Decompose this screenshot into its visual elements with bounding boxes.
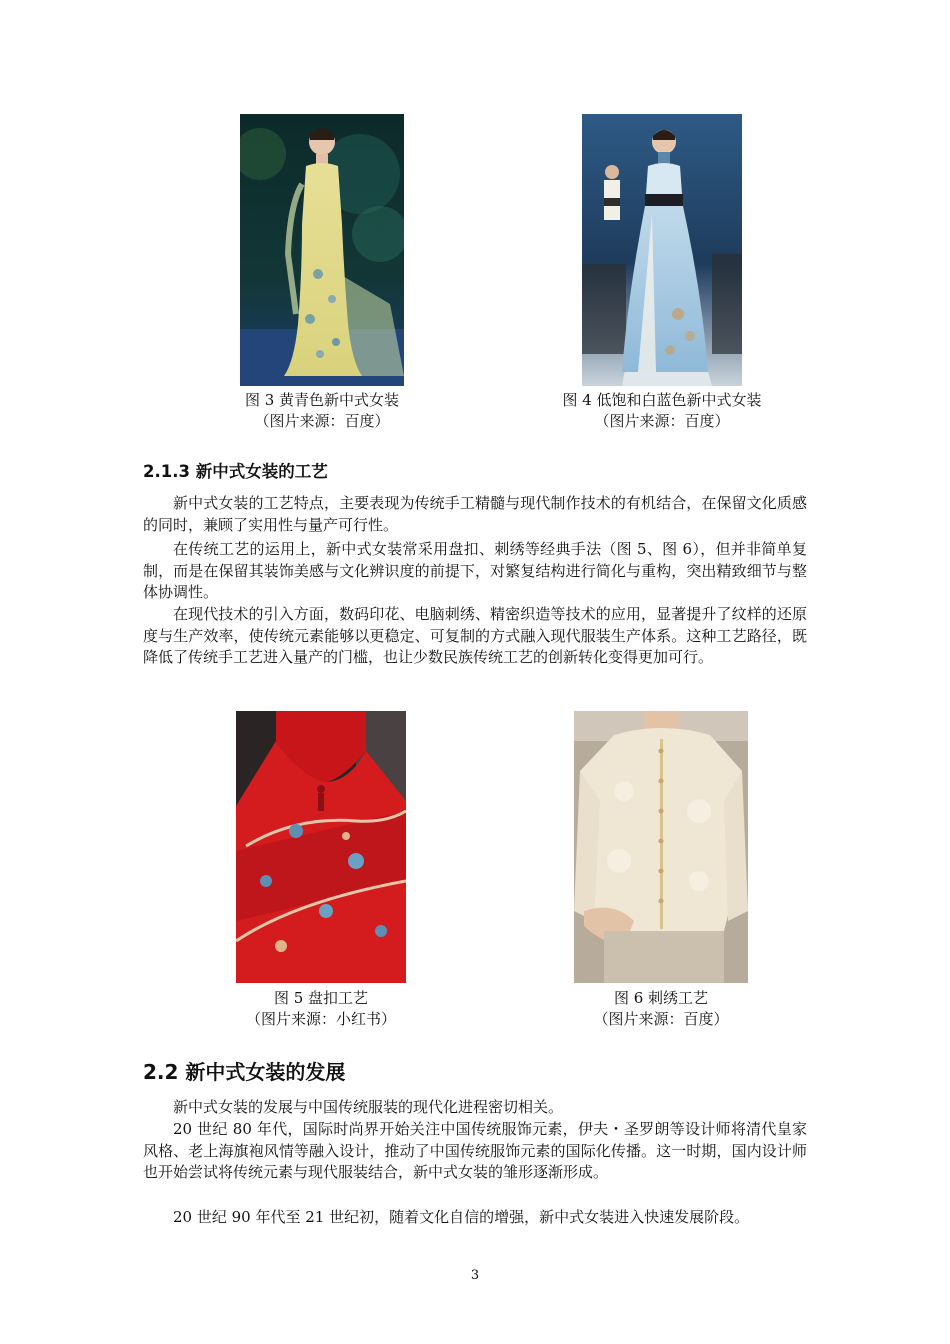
figure-4-caption: 图 4 低饱和白蓝色新中式女装 bbox=[562, 391, 762, 409]
paragraph: 20 世纪 90 年代至 21 世纪初，随着文化自信的增强，新中式女装进入快速发展阶段。 bbox=[173, 1208, 750, 1226]
paragraph: 新中式女装的发展与中国传统服装的现代化进程密切相关。 bbox=[173, 1098, 564, 1116]
paragraph: 20 世纪 80 年代，国际时尚界开始关注中国传统服饰元素，伊夫・圣罗朗等设计师将清代皇家风格、老上海旗袍风情等融入设计，推动了中国传统服饰元素的国际化传播。这一时期，国内设计师也开始尝试将传统元素与现代服装结合，新中式女装的雏形逐渐形成。 bbox=[143, 1120, 807, 1181]
figure-4-image bbox=[582, 114, 742, 386]
figure-6-caption: 图 6 刺绣工艺 bbox=[613, 989, 709, 1007]
section-2-2-heading: 2.2 新中式女装的发展 bbox=[143, 1060, 346, 1084]
figure-5-source: （图片来源：小红书） bbox=[245, 1010, 396, 1028]
paragraph: 在传统工艺的运用上，新中式女装常采用盘扣、刺绣等经典手法（图 5、图 6），但并非简单复制，而是在保留其装饰美感与文化辨识度的前提下，对繁复结构进行简化与重构，突出精致细节与整体协调性。 bbox=[143, 540, 807, 601]
figure-6-source: （图片来源：百度） bbox=[593, 1010, 729, 1028]
figure-5-caption: 图 5 盘扣工艺 bbox=[273, 989, 369, 1007]
figure-5-image bbox=[236, 711, 406, 983]
figure-6-image bbox=[574, 711, 748, 983]
paragraph: 新中式女装的工艺特点，主要表现为传统手工精髓与现代制作技术的有机结合，在保留文化质感的同时，兼顾了实用性与量产可行性。 bbox=[143, 494, 807, 534]
figure-3-caption: 图 3 黄青色新中式女装 bbox=[244, 391, 400, 409]
figure-3-image bbox=[240, 114, 404, 386]
section-2-1-3-heading: 2.1.3 新中式女装的工艺 bbox=[143, 462, 328, 481]
paragraph: 在现代技术的引入方面，数码印花、电脑刺绣、精密织造等技术的应用，显著提升了纹样的还原度与生产效率，使传统元素能够以更稳定、可复制的方式融入现代服装生产体系。这种工艺路径，既降低了传统手工艺进入量产的门槛，也让少数民族传统工艺的创新转化变得更加可行。 bbox=[143, 605, 807, 666]
figure-4-source: （图片来源：百度） bbox=[594, 412, 730, 430]
page-number: 3 bbox=[470, 1268, 480, 1283]
figure-3-source: （图片来源：百度） bbox=[254, 412, 390, 430]
